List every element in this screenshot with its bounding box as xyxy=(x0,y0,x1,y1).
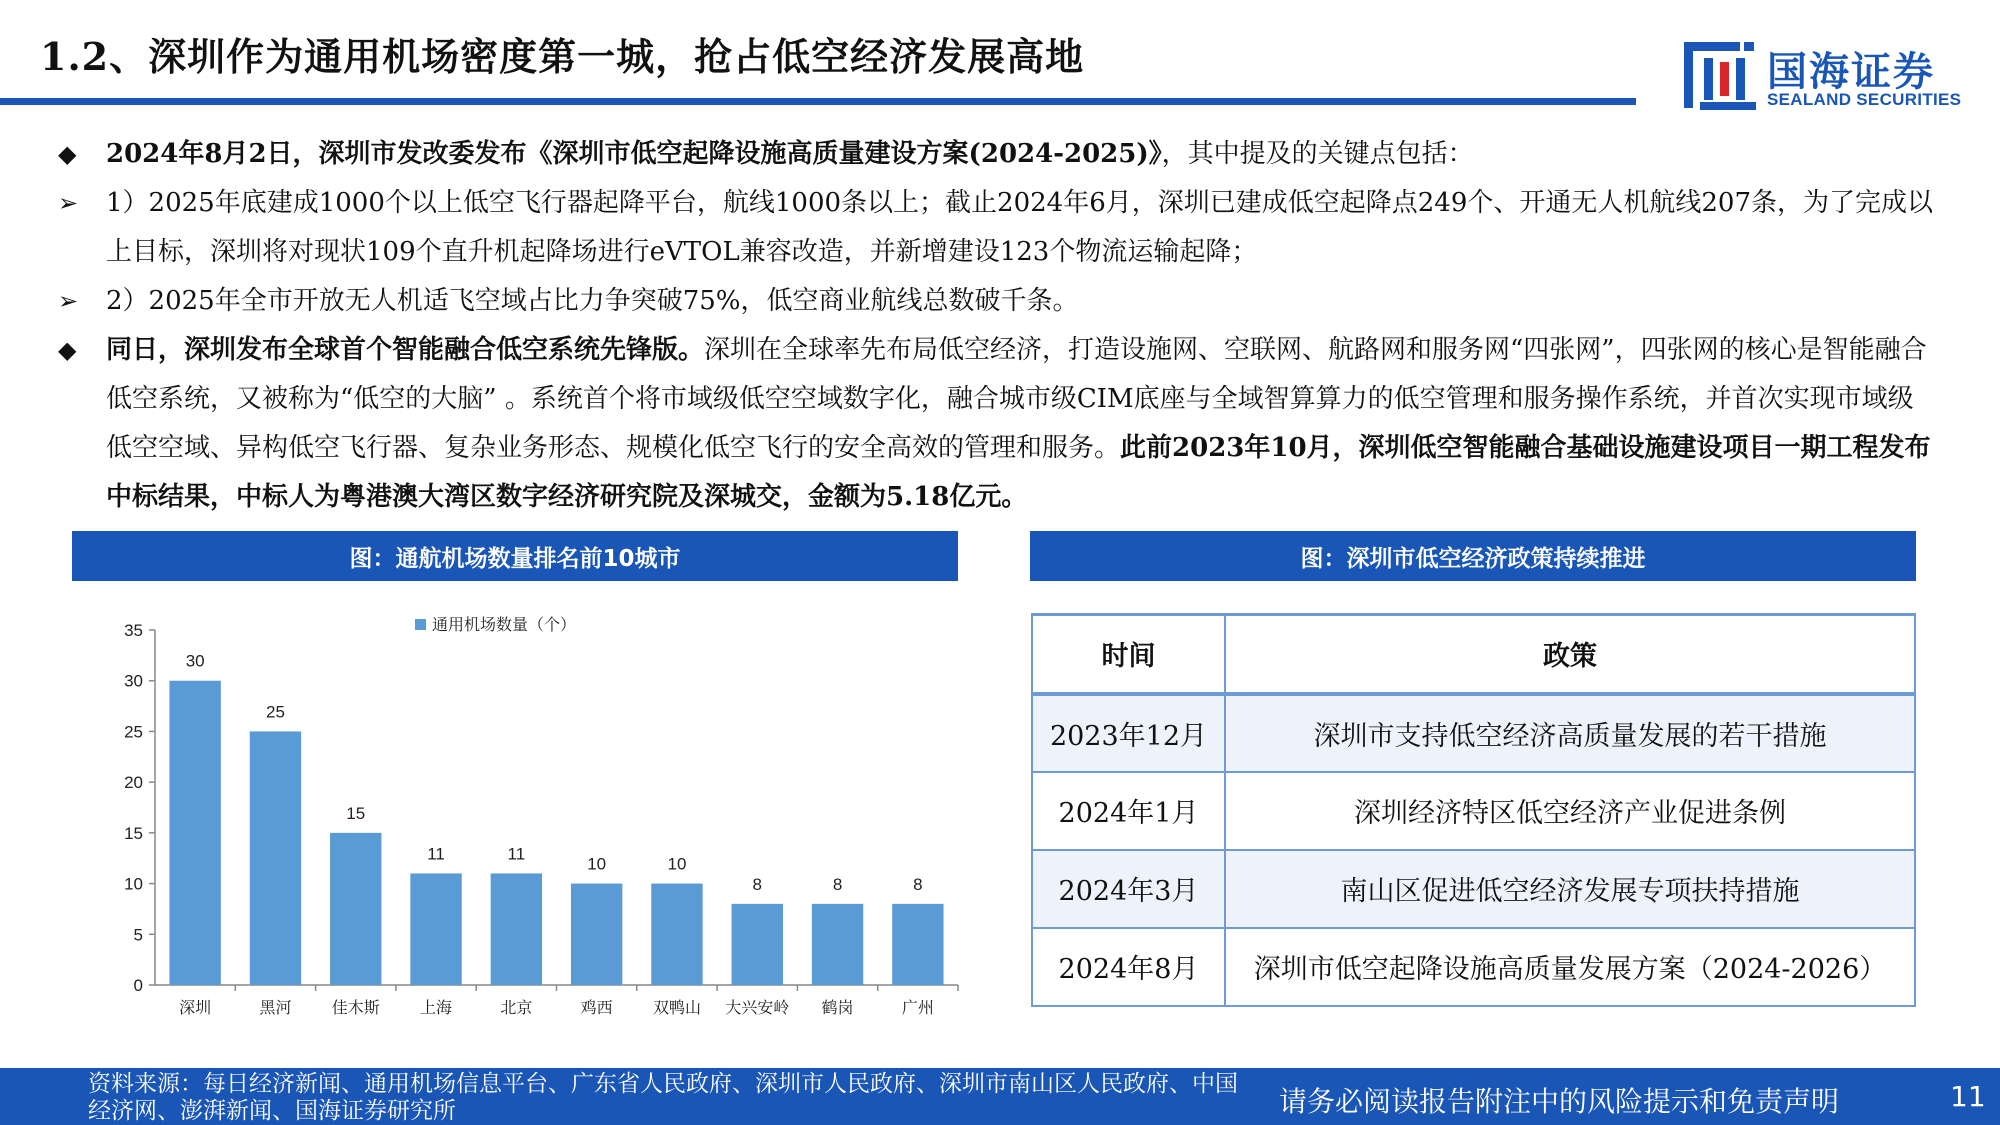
bar xyxy=(651,884,702,985)
data-label: 10 xyxy=(587,854,607,874)
body-paragraph xyxy=(58,326,1938,522)
body-paragraph xyxy=(58,179,1938,277)
footer-bar xyxy=(0,1068,2000,1125)
table-header-policy: 政策 xyxy=(1225,615,1915,694)
table-row xyxy=(1032,850,1915,928)
x-tick-label: 上海 xyxy=(420,1000,453,1017)
table-cell-time: 2024年1月 xyxy=(1032,772,1225,850)
data-label: 10 xyxy=(667,854,687,874)
sealand-logo-icon xyxy=(1680,40,1760,112)
paragraph-text: 2024年8月2日，深圳市发改委发布《深圳市低空起降设施高质量建设方案(2024-2025)》 xyxy=(106,139,1162,169)
airport-bar-chart xyxy=(90,600,970,1030)
arrow-bullet-icon: ➢ xyxy=(58,287,79,315)
logo-subtitle: SEALAND SECURITIES xyxy=(1767,90,1962,109)
y-tick-label: 0 xyxy=(133,976,143,995)
data-label: 30 xyxy=(185,651,205,671)
paragraph-text: 1）2025年底建成1000个以上低空飞行器起降平台，航线1000条以上；截止2024年6月，深圳已建成低空起降点249个、开通无人机航线207条，为了完成以上目标，深圳将对现状109个直升机起降场进行eVTOL兼容改造，并新增建设123个物流运输起降； xyxy=(106,188,1934,267)
y-tick-label: 30 xyxy=(124,671,143,691)
diamond-bullet-icon: ◆ xyxy=(58,336,77,364)
data-label: 11 xyxy=(427,844,445,864)
y-tick-label: 10 xyxy=(124,874,143,894)
bar xyxy=(571,884,622,985)
x-tick-label: 黑河 xyxy=(259,1000,292,1017)
diamond-bullet-icon: ◆ xyxy=(58,140,77,168)
page-number: 11 xyxy=(1950,1080,1986,1113)
policy-table xyxy=(1031,613,1916,1007)
x-tick-label: 大兴安岭 xyxy=(725,1000,790,1017)
x-tick-label: 双鸭山 xyxy=(652,1000,701,1017)
data-label: 11 xyxy=(507,844,526,864)
data-label: 8 xyxy=(752,874,762,894)
table-cell-policy: 深圳市低空起降设施高质量发展方案（2024-2026） xyxy=(1225,928,1915,1006)
paragraph-text: 同日，深圳发布全球首个智能融合低空系统先锋版。 xyxy=(106,335,705,365)
title-underline xyxy=(0,98,1636,105)
company-logo xyxy=(1680,40,1980,115)
x-tick-label: 鸡西 xyxy=(580,1000,613,1017)
table-row xyxy=(1032,928,1915,1006)
data-label: 15 xyxy=(346,803,366,823)
paragraph-text: ，其中提及的关键点包括： xyxy=(1161,139,1474,169)
chart-caption: 图：通航机场数量排名前10城市 xyxy=(72,531,958,581)
legend-swatch xyxy=(415,619,426,630)
table-cell-time: 2024年8月 xyxy=(1032,928,1225,1006)
table-cell-time: 2024年3月 xyxy=(1032,850,1225,928)
logo-name: 国海证券 xyxy=(1767,49,1935,95)
x-tick-label: 深圳 xyxy=(179,1000,212,1017)
bar xyxy=(169,681,220,985)
bar xyxy=(812,904,863,985)
table-row xyxy=(1032,772,1915,850)
y-tick-label: 15 xyxy=(124,823,143,843)
body-paragraph xyxy=(58,277,1938,326)
table-cell-policy: 南山区促进低空经济发展专项扶持措施 xyxy=(1225,850,1915,928)
arrow-bullet-icon: ➢ xyxy=(58,189,79,217)
bar xyxy=(330,833,381,985)
y-tick-label: 35 xyxy=(124,621,143,640)
footer-source: 资料来源：每日经济新闻、通用机场信息平台、广东省人民政府、深圳市人民政府、深圳市南山区人民政府、中国经济网、澎湃新闻、国海证券研究所 xyxy=(88,1071,1238,1124)
footer-disclaimer: 请务必阅读报告附注中的风险提示和免责声明 xyxy=(1279,1085,1840,1118)
x-tick-label: 北京 xyxy=(500,1000,533,1017)
bar xyxy=(250,731,301,985)
table-cell-time: 2023年12月 xyxy=(1032,694,1225,772)
page-title: 1.2、深圳作为通用机场密度第一城，抢占低空经济发展高地 xyxy=(40,34,1085,79)
table-caption: 图：深圳市低空经济政策持续推进 xyxy=(1030,531,1916,581)
x-tick-label: 广州 xyxy=(901,1000,934,1017)
y-tick-label: 25 xyxy=(124,722,143,742)
body-text xyxy=(58,130,1938,522)
data-label: 8 xyxy=(832,874,843,894)
paragraph-text: 此前2023年10月，深圳低空智能融合基础设施建设项目一期工程发布中标结果，中标人为粤港澳大湾区数字经济研究院及深城交，金额为5.18亿元。 xyxy=(106,433,1931,512)
bar xyxy=(892,904,943,985)
body-paragraph xyxy=(58,130,1938,179)
data-label: 25 xyxy=(265,702,285,722)
bar-chart-svg xyxy=(90,600,970,1030)
paragraph-text: 2）2025年全市开放无人机适飞空域占比力争突破75%，低空商业航线总数破千条。 xyxy=(106,286,1079,316)
y-tick-label: 5 xyxy=(133,925,143,945)
data-label: 8 xyxy=(913,874,923,894)
table-cell-policy: 深圳市支持低空经济高质量发展的若干措施 xyxy=(1225,694,1915,772)
bar xyxy=(410,873,461,985)
bar xyxy=(732,904,783,985)
y-tick-label: 20 xyxy=(124,773,143,793)
x-tick-label: 鹤岗 xyxy=(821,1000,854,1017)
table-cell-policy: 深圳经济特区低空经济产业促进条例 xyxy=(1225,772,1915,850)
legend-label: 通用机场数量（个） xyxy=(432,617,577,634)
paragraph-text: 深圳在全球率先布局低空经济，打造设施网、空联网、航路网和服务网“四张网”，四张网的核心是智能融合低空系统，又被称为“低空的大脑” 。系统首个将市域级低空空域数字化，融合城市级CIM底座与全域智算算力的低空管理和服务操作系统，并首次实现市域级低空空域、异构低空飞行器、复杂业务形态、规模化低空飞行的安全高效的管理和服务。 xyxy=(106,335,1927,463)
x-tick-label: 佳木斯 xyxy=(331,1000,380,1017)
table-header-time: 时间 xyxy=(1032,615,1225,694)
table-row xyxy=(1032,694,1915,772)
bar xyxy=(491,873,542,985)
